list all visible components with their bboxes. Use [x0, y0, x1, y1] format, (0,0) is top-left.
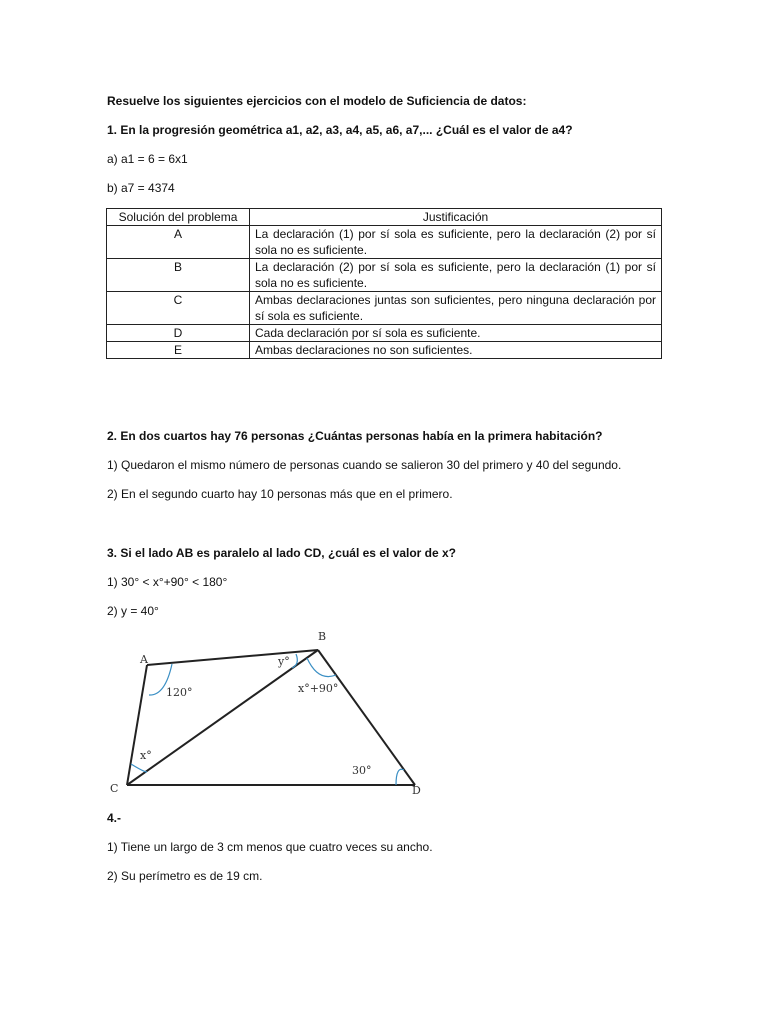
table-row: [107, 292, 662, 325]
question-3-statement-1: 1) 30° < x°+90° < 180°: [107, 575, 228, 589]
question-3-statement-2: 2) y = 40°: [107, 604, 159, 618]
solution-cell: A: [107, 226, 250, 259]
question-4-statement-2: 2) Su perímetro es de 19 cm.: [107, 869, 263, 883]
table-row: [107, 325, 662, 342]
header-solution: Solución del problema: [107, 209, 250, 226]
question-2-statement-2: 2) En el segundo cuarto hay 10 personas más que en el primero.: [107, 487, 453, 501]
justification-cell: Ambas declaraciones juntas son suficientes, pero ninguna declaración por sí sola es suficiente.: [250, 292, 662, 325]
justification-cell: La declaración (1) por sí sola es suficiente, pero la declaración (2) por sí sola no es suficiente.: [250, 226, 662, 259]
header-justification: Justificación: [250, 209, 662, 226]
vertex-c-label: C: [110, 782, 119, 795]
angle-a-label: 120°: [166, 686, 193, 699]
vertex-a-label: A: [140, 653, 148, 666]
solution-cell: D: [107, 325, 250, 342]
answer-key-table: [106, 208, 662, 359]
justification-cell: Ambas declaraciones no son suficientes.: [250, 342, 662, 359]
diagonal-cb: [127, 650, 318, 785]
trapezoid-figure: [100, 620, 440, 810]
question-3: 3. Si el lado AB es paralelo al lado CD, ¿cuál es el valor de x?: [107, 546, 457, 560]
table-header-row: [107, 209, 662, 226]
angle-x-label: x°: [140, 749, 152, 762]
angle-x-arc: [131, 764, 147, 772]
vertex-d-label: D: [412, 784, 421, 797]
vertex-b-label: B: [318, 630, 327, 643]
question-4: 4.-: [107, 811, 122, 825]
question-1-statement-b: b) a7 = 4374: [107, 181, 175, 195]
table-row: [107, 342, 662, 359]
table-row: [107, 259, 662, 292]
justification-cell: La declaración (2) por sí sola es suficiente, pero la declaración (1) por sí sola no es suficiente.: [250, 259, 662, 292]
solution-cell: B: [107, 259, 250, 292]
solution-cell: E: [107, 342, 250, 359]
instructions-heading: Resuelve los siguientes ejercicios con el modelo de Suficiencia de datos:: [107, 94, 527, 108]
angle-y-label: y°: [278, 655, 290, 668]
angle-d-label: 30°: [352, 764, 372, 777]
angle-d-arc: [396, 769, 404, 785]
question-2-statement-1: 1) Quedaron el mismo número de personas cuando se salieron 30 del primero y 40 del segundo.: [107, 458, 622, 472]
question-2: 2. En dos cuartos hay 76 personas ¿Cuántas personas había en la primera habitación?: [107, 429, 603, 443]
justification-cell: Cada declaración por sí sola es suficiente.: [250, 325, 662, 342]
solution-cell: C: [107, 292, 250, 325]
question-1: 1. En la progresión geométrica a1, a2, a3, a4, a5, a6, a7,... ¿Cuál es el valor de a4?: [107, 123, 573, 137]
question-1-statement-a: a) a1 = 6 = 6x1: [107, 152, 188, 166]
question-4-statement-1: 1) Tiene un largo de 3 cm menos que cuatro veces su ancho.: [107, 840, 433, 854]
angle-b-label: x°+90°: [298, 682, 339, 695]
table-row: [107, 226, 662, 259]
side-ab: [147, 650, 318, 665]
